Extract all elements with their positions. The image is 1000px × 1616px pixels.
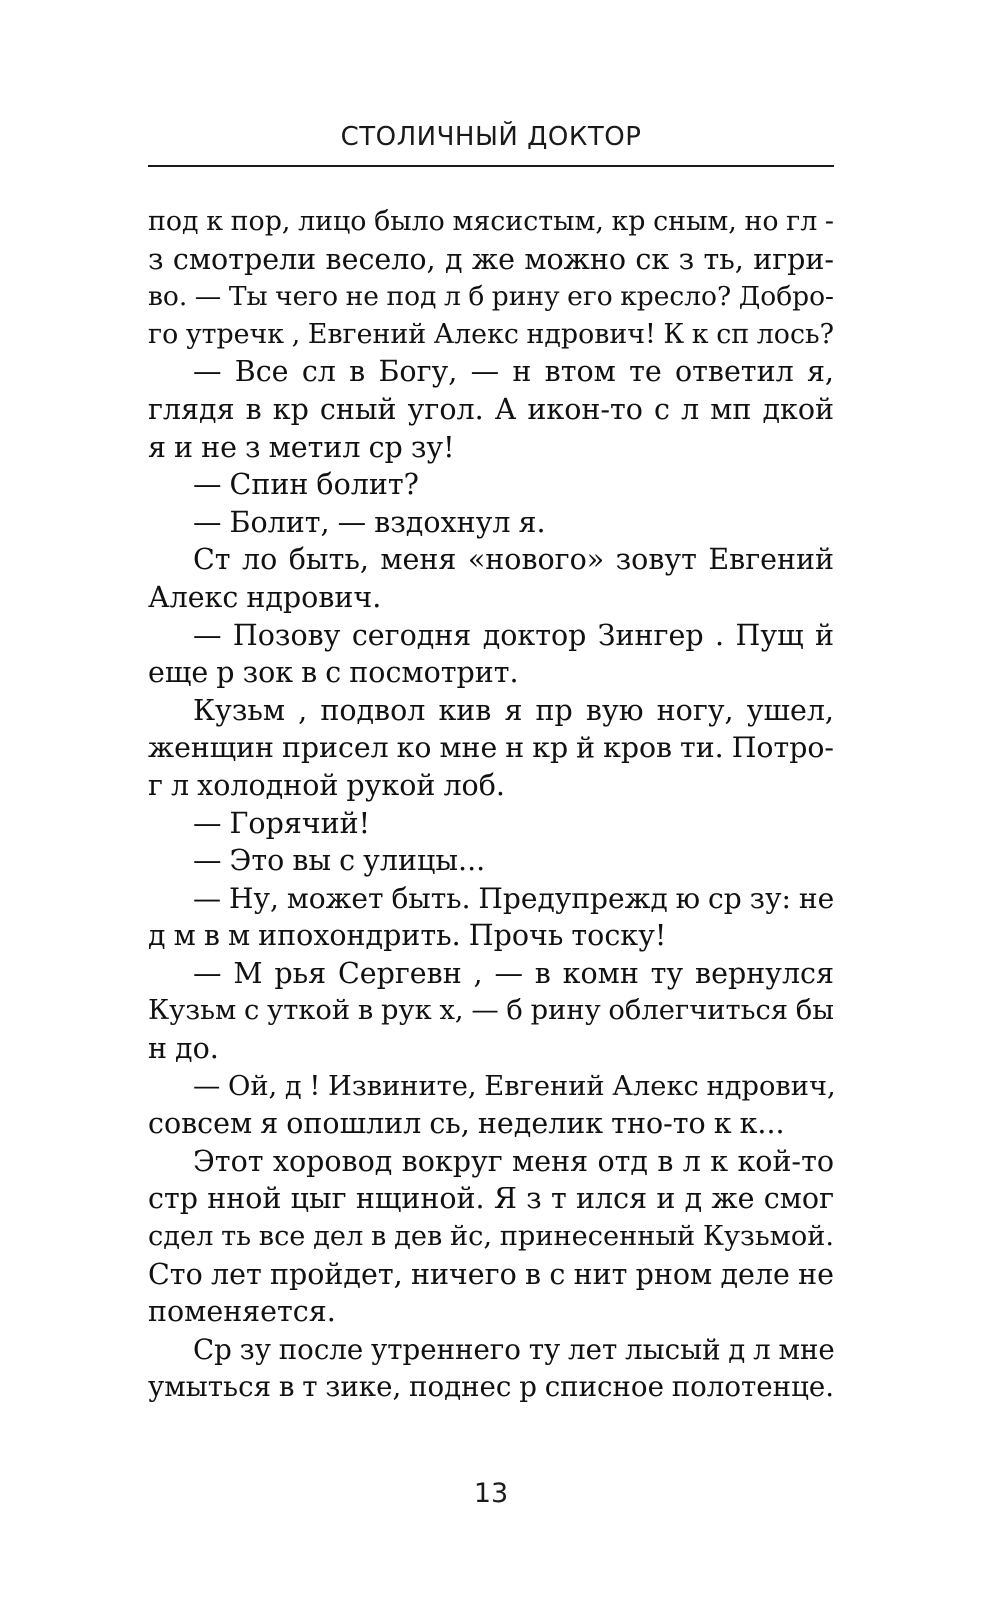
text-line: д м в м ипохондрить. Прочь тоску!: [148, 919, 667, 953]
text-line: — Спин болит?: [193, 468, 419, 502]
header-rule: [148, 165, 834, 167]
text-line: еще р зок в с посмотрит.: [148, 656, 519, 690]
text-line: — Все сл в Богу, — н втом те ответил я,: [193, 355, 834, 389]
running-head-title: СТОЛИЧНЫЙ ДОКТОР: [340, 122, 642, 152]
text-line: — Это вы с улицы...: [193, 844, 486, 878]
text-line: совсем я опошлил сь, неделик тно-то к к...: [148, 1107, 785, 1141]
text-line: з смотрели весело, д же можно ск з ть, игри-: [148, 242, 834, 276]
text-line: г л холодной рукой лоб.: [148, 768, 505, 802]
text-line: Ср зу после утреннего ту лет лысый д л мне: [193, 1332, 835, 1366]
text-line: — Болит, — вздохнул я.: [193, 505, 546, 539]
text-line: я и не з метил ср зу!: [148, 430, 455, 464]
text-line: Алекс ндрович.: [148, 580, 382, 614]
text-line: н до.: [148, 1032, 219, 1066]
text-line: — М рья Сергевн , — в комн ту вернулся: [193, 956, 834, 990]
text-line: женщин присел ко мне н кр й кров ти. Потро-: [148, 731, 834, 765]
text-line: во. — Ты чего не под л б рину его кресло? Добро-: [148, 281, 834, 313]
page-number: 13: [473, 1478, 509, 1509]
text-line: Сто лет пройдет, ничего в с нит рном деле не: [148, 1257, 834, 1291]
text-line: Ст ло быть, меня «нового» зовут Евгений: [193, 543, 834, 577]
text-line: го утречк , Евгений Алекс ндрович! К к сп лось?: [148, 318, 834, 350]
text-line: под к пор, лицо было мясистым, кр сным, но гл -: [148, 206, 834, 237]
text-line: — Ну, может быть. Предупрежд ю ср зу: не: [193, 881, 835, 915]
text-line: поменяется.: [148, 1295, 336, 1329]
text-line: Кузьм с уткой в рук х, — б рину облегчиться бы: [148, 995, 834, 1027]
text-line: стр нной цыг нщиной. Я з т ился и д же смог: [148, 1182, 834, 1216]
text-line: Этот хоровод вокруг меня отд в л к кой-то: [193, 1144, 834, 1178]
text-line: — Позову сегодня доктор Зингер . Пущ й: [193, 618, 834, 652]
text-line: глядя в кр сный угол. А икон-то с л мп дкой: [148, 392, 834, 426]
text-line: Кузьм , подвол кив я пр вую ногу, ушел,: [193, 693, 834, 727]
text-line: умыться в т зике, поднес р списное полотенце.: [148, 1370, 834, 1404]
text-line: — Горячий!: [193, 806, 371, 840]
text-line: — Ой, д ! Извините, Евгений Алекс ндрович,: [193, 1070, 836, 1102]
text-line: сдел ть все дел в дев йс, принесенный Кузьмой.: [148, 1221, 834, 1253]
body-text: [148, 203, 834, 1406]
